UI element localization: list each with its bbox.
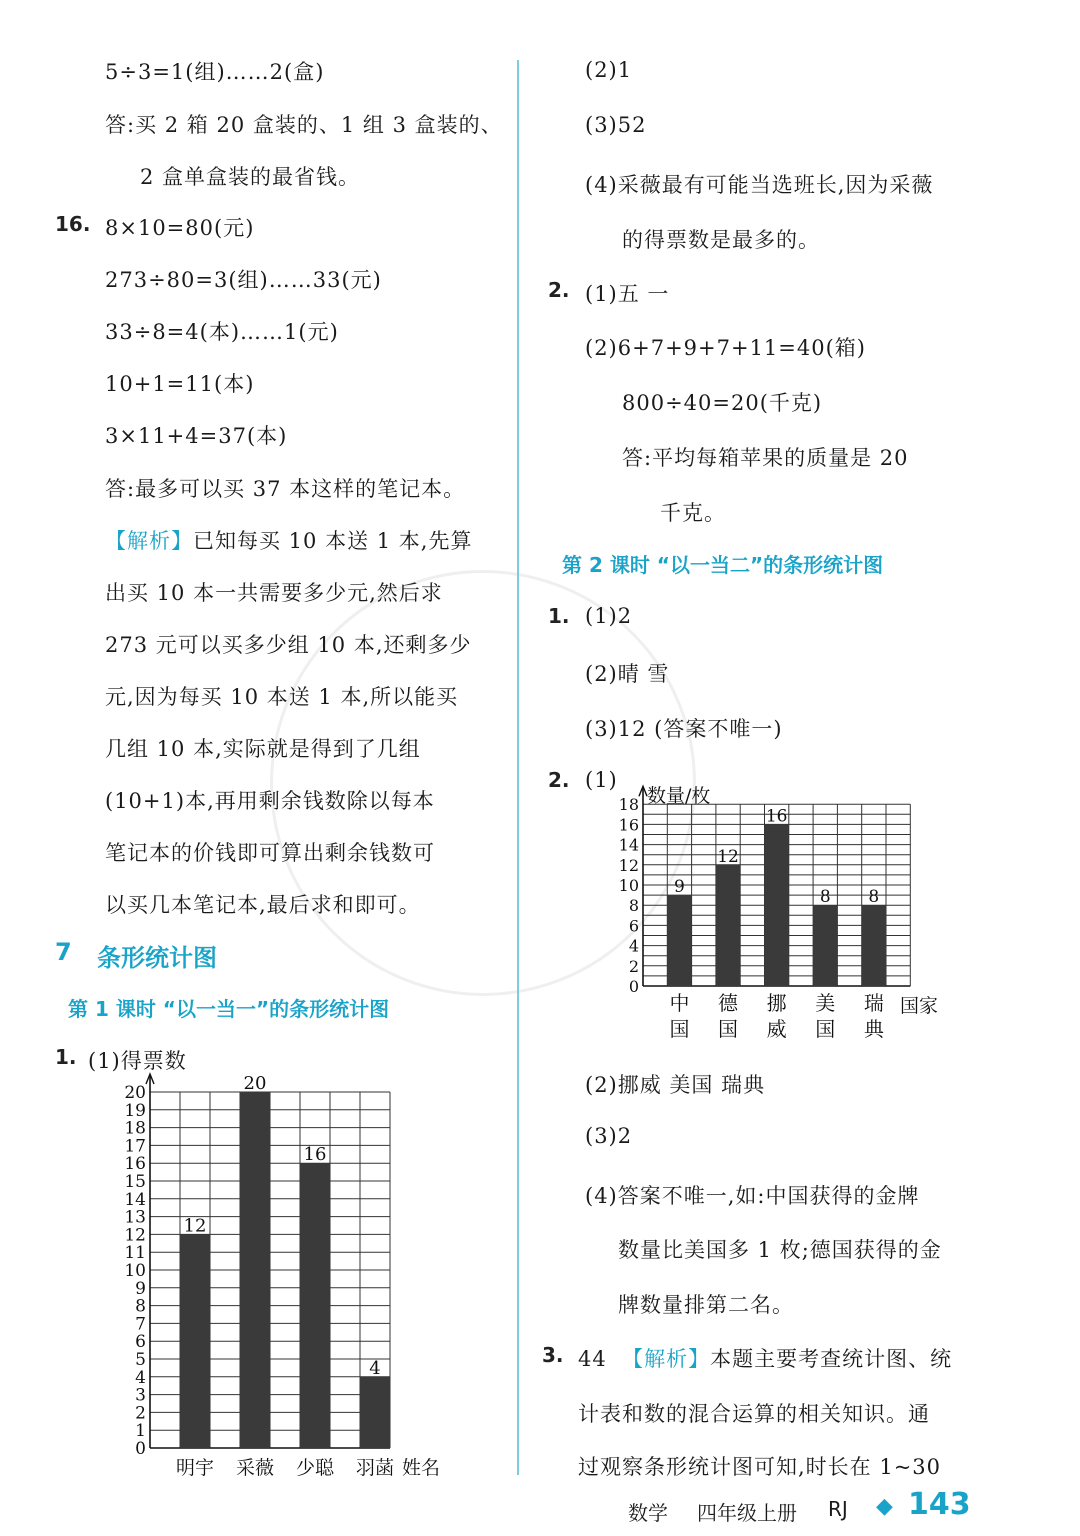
bar [765,824,789,986]
diamond-icon: ◆ [876,1494,893,1519]
text-line: 以买几本笔记本,最后求和即可。 [105,893,421,917]
y-axis-title: 数量/枚 [647,785,711,808]
y-tick-label: 5 [135,1350,146,1370]
text-line: 计表和数的混合运算的相关知识。通 [578,1402,930,1426]
y-tick-label: 8 [135,1296,146,1317]
y-tick-label: 14 [124,1189,146,1210]
section-number: 7 [55,938,72,966]
text-line: 几组 10 本,实际就是得到了几组 [105,737,421,761]
y-tick-label: 13 [124,1207,146,1228]
text-line: 5÷3=1(组)……2(盒) [105,60,325,84]
category-label: 挪 [766,991,787,1015]
y-tick-label: 6 [628,916,639,936]
question-number: 2. [548,768,570,792]
text-line: 2 盒单盒装的最省钱。 [140,165,361,189]
text-line: (2)晴 雪 [585,662,670,686]
data-label: 20 [243,1073,267,1094]
text-line: 过观察条形统计图可知,时长在 1~30 [578,1455,942,1479]
analysis-paragraph [578,1343,952,1373]
y-tick-label: 10 [124,1261,146,1281]
y-tick-label: 3 [135,1385,146,1406]
footer-subject: 数学 [628,1501,668,1525]
y-tick-label: 16 [618,815,639,835]
medal-bar-chart [608,776,968,1048]
question-number: 1. [548,604,570,628]
page-number: 143 [908,1487,971,1522]
text-line: 答:平均每箱苹果的质量是 20 [622,446,909,470]
question-number: 1. [55,1045,77,1069]
y-tick-label: 0 [135,1439,146,1459]
text-line: 3×11+4=37(本) [105,424,288,448]
bar [300,1163,330,1448]
x-axis-title: 国家 [900,995,939,1017]
y-tick-label: 14 [618,835,639,855]
y-tick-label: 2 [628,956,639,976]
category-label: 典 [863,1017,884,1041]
y-tick-label: 9 [135,1278,146,1299]
data-label: 12 [183,1215,207,1237]
text-line: (3)12 (答案不唯一) [585,717,783,741]
text-line: 元,因为每买 10 本送 1 本,所以能买 [105,685,459,709]
text-line: (10+1)本,再用剩余钱数除以每本 [105,789,435,813]
category-label: 美 [815,991,836,1015]
bar [360,1377,390,1448]
y-tick-label: 12 [618,855,639,875]
text-line: (1)2 [585,604,633,628]
data-label: 16 [765,806,788,827]
bar [240,1092,270,1448]
bar [716,865,740,986]
text-line: 273 元可以买多少组 10 本,还剩多少 [105,633,472,657]
text-line: (2)挪威 美国 瑞典 [585,1073,766,1097]
y-tick-label: 2 [135,1403,146,1424]
section-title: 条形统计图 [97,944,217,972]
y-tick-label: 12 [124,1225,146,1246]
text-line: (1) [585,768,618,792]
category-label: 德 [718,991,739,1015]
y-tick-label: 4 [628,936,639,956]
text-line: 8×10=80(元) [105,216,255,240]
y-tick-label: 8 [628,896,639,916]
y-tick-label: 4 [135,1367,146,1388]
data-label: 4 [369,1357,381,1379]
data-label: 8 [819,887,831,908]
y-tick-label: 16 [124,1154,146,1175]
analysis-paragraph [105,525,472,555]
bar [813,905,837,986]
text-line: 出买 10 本一共需要多少元,然后求 [105,581,443,605]
text-line: (3)52 [585,113,647,137]
text-line: 牌数量排第二名。 [618,1293,794,1317]
question-number: 2. [548,278,570,302]
bar [667,895,691,986]
lesson-title: 第 2 课时 “以一当二”的条形统计图 [562,553,884,577]
category-label: 国 [815,1017,836,1041]
text-line: 答:买 2 箱 20 盒装的、1 组 3 盒装的、 [105,113,503,137]
y-tick-label: 18 [124,1118,146,1139]
y-tick-label: 7 [135,1314,146,1335]
category-label: 少聪 [295,1457,335,1478]
text-line: 33÷8=4(本)……1(元) [105,320,339,344]
analysis-label: 【解析】 [105,529,193,553]
y-tick-label: 20 [124,1083,146,1103]
y-tick-label: 15 [124,1172,146,1192]
category-label: 国 [669,1017,690,1041]
data-label: 8 [868,887,880,908]
category-label: 明宇 [175,1457,215,1478]
y-tick-label: 17 [124,1136,146,1157]
text-line: (1)得票数 [88,1049,187,1073]
text-line: (3)2 [585,1124,633,1148]
text-line: (2)6+7+9+7+11=40(箱) [585,336,866,360]
y-tick-label: 19 [124,1100,146,1121]
text-line: 273÷80=3(组)……33(元) [105,268,382,292]
text-line: 10+1=11(本) [105,372,255,396]
text-line: 数量比美国多 1 枚;德国获得的金 [618,1238,942,1262]
y-tick-label: 11 [124,1243,146,1264]
bar [862,905,886,986]
category-label: 国 [718,1017,739,1041]
lesson-title: 第 1 课时 “以一当一”的条形统计图 [68,997,390,1021]
bar [180,1234,210,1448]
analysis-label: 【解析】 [622,1347,711,1371]
y-tick-label: 10 [618,876,639,895]
text-line: (1)五 一 [585,282,670,306]
data-label: 16 [303,1144,327,1166]
category-label: 中 [669,991,690,1015]
footer-grade: 四年级上册 [697,1501,797,1525]
analysis-text: 已知每买 10 本送 1 本,先算 [193,529,473,553]
category-label: 采薇 [235,1457,275,1478]
text-line: (2)1 [585,58,633,82]
y-tick-label: 18 [618,795,639,815]
analysis-text: 本题主要考查统计图、统 [710,1347,953,1371]
data-label: 9 [674,877,685,898]
column-divider [517,60,519,1475]
footer-edition: RJ [828,1497,848,1521]
vote-bar-chart [110,1068,470,1478]
y-tick-label: 1 [135,1421,146,1442]
text-line: 答:最多可以买 37 本这样的笔记本。 [105,477,466,501]
x-axis-title: 姓名 [402,1457,441,1478]
text-line: (4)采薇最有可能当选班长,因为采薇 [585,173,934,197]
question-number: 3. [542,1343,564,1367]
text-line: (4)答案不唯一,如:中国获得的金牌 [585,1184,920,1208]
answer-value: 44 [578,1347,607,1371]
data-label: 12 [717,846,739,867]
question-number: 16. [55,212,91,236]
y-tick-label: 0 [628,977,639,996]
text-line: 的得票数是最多的。 [622,228,820,252]
y-tick-label: 6 [135,1332,146,1353]
category-label: 瑞 [863,991,884,1015]
category-label: 羽菡 [355,1457,395,1478]
text-line: 千克。 [660,501,726,525]
text-line: 笔记本的价钱即可算出剩余钱数可 [105,841,435,865]
text-line: 800÷40=20(千克) [622,391,823,415]
category-label: 威 [766,1017,787,1041]
